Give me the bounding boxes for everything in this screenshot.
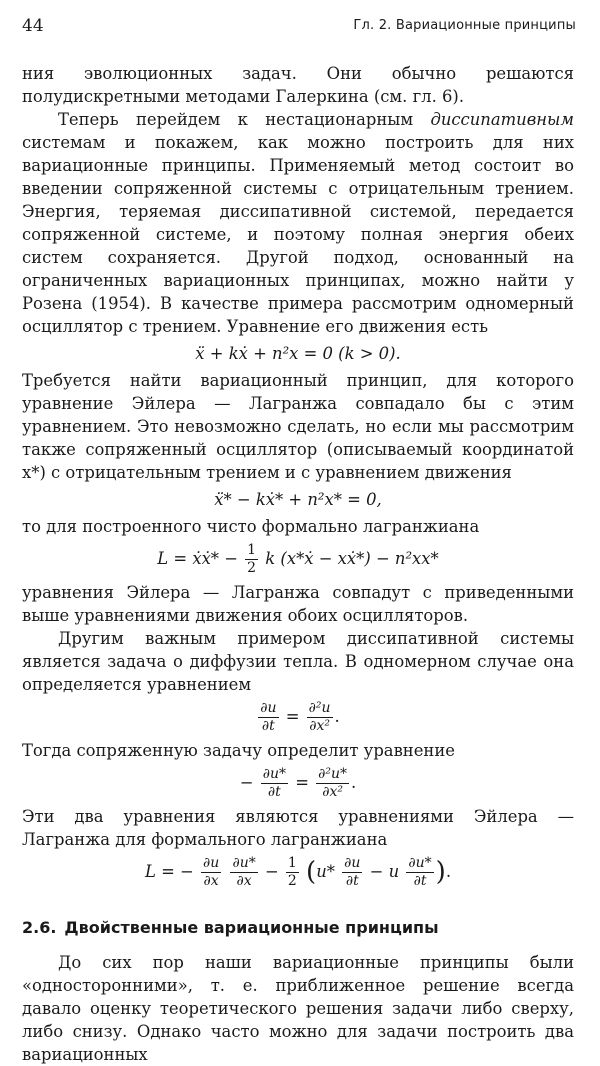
fl-frac-d	[406, 855, 433, 890]
fl-frac-c-num: ∂u	[344, 855, 361, 871]
page-header	[22, 16, 576, 44]
equation-adjoint-heat	[22, 766, 574, 801]
fl-half-num: 1	[287, 855, 297, 871]
fl-frac-c-den: ∂t	[345, 873, 359, 889]
heat-rhs-num: ∂²u	[308, 700, 331, 716]
right-paren: )	[435, 857, 446, 887]
fl-frac-d-num: ∂u*	[408, 855, 432, 871]
paragraph-5: уравнения Эйлера — Лагранжа совпадут с приведенными выше уравнениями движения обоих осцилляторов.	[22, 583, 574, 625]
paragraph-1: ния эволюционных задач. Они обычно решаются полудискретными методами Галеркина (см. гл. 6).	[22, 64, 574, 106]
fl-half-den: 2	[287, 873, 297, 889]
period: .	[334, 707, 340, 726]
page-body	[22, 62, 574, 1066]
paragraph-9: До сих пор наши вариационные принципы были «односторонними», т. е. приближенное решение всегда давало оценку теоретического решения задачи либо сверху, либо снизу. Однако часто можно для задачи построить два вариационных	[22, 953, 574, 1064]
adjheat-lhs-den: ∂t	[267, 784, 281, 800]
paragraph-3: Требуется найти вариационный принцип, для которого уравнение Эйлера — Лагранжа совпадало бы с этим уравнением. Это невозможно сделать, но если мы рассмотрим также сопряженный осциллятор (описываемый координатой x*) с отрицательным трением и с уравнением движения	[22, 371, 574, 482]
heat-lhs-den: ∂t	[261, 718, 275, 734]
period: .	[351, 773, 357, 792]
minus-sign: −	[264, 862, 284, 881]
fl-frac-b-den: ∂x	[236, 873, 252, 889]
running-head: Гл. 2. Вариационные принципы	[353, 18, 576, 33]
equation-oscillator: ẍ + kẋ + n²x = 0 (k > 0).	[195, 344, 401, 363]
period: .	[445, 862, 452, 881]
paragraph-2-emphasis: диссипативным	[430, 110, 574, 129]
adjheat-lhs-num: ∂u*	[262, 766, 286, 782]
fl-frac-a-num: ∂u	[202, 855, 220, 871]
minus-sign: −	[369, 862, 389, 881]
adjheat-rhs-den: ∂x²	[322, 784, 343, 800]
equation-lagrangian	[22, 542, 574, 577]
u-star: u*	[316, 862, 335, 881]
fl-frac-b-num: ∂u*	[232, 855, 256, 871]
adjheat-rhs-num: ∂²u*	[318, 766, 348, 782]
u-var: u	[388, 862, 400, 881]
fl-frac-b	[230, 855, 257, 890]
equals-minus: = −	[155, 862, 199, 881]
fl-frac-d-den: ∂t	[413, 873, 427, 889]
heat-lhs-num: ∂u	[260, 700, 277, 716]
heat-rhs-den: ∂x²	[309, 718, 330, 734]
fraction-half	[245, 542, 258, 577]
paragraph-4: то для построенного чисто формально лагранжиана	[22, 517, 480, 536]
fl-half	[286, 855, 299, 890]
equals-sign: =	[285, 707, 300, 726]
heat-lhs-fraction	[258, 700, 278, 735]
left-paren: (	[306, 857, 317, 887]
minus-sign: −	[239, 773, 254, 792]
equation-formal-lagrangian	[22, 855, 574, 890]
paragraph-2-start: Теперь перейдем к нестационарным	[58, 110, 431, 129]
paragraph-6: Другим важным примером диссипативной системы является задача о диффузии тепла. В одномерном случае она определяется уравнением	[22, 629, 574, 694]
lagrangian-rhs: k (x*ẋ − xẋ*) − n²xx*	[260, 549, 439, 568]
equation-adjoint-oscillator: ẍ* − kẋ* + n²x* = 0,	[214, 490, 382, 509]
paragraph-8: Эти два уравнения являются уравнениями Эйлера — Лагранжа для формального лагранжиана	[22, 807, 574, 849]
fraction-half-den: 2	[247, 560, 257, 576]
adjheat-lhs-fraction	[261, 766, 288, 801]
heat-rhs-fraction	[307, 700, 333, 735]
paragraph-2	[22, 108, 574, 338]
fl-frac-c	[342, 855, 362, 890]
page-number: 44	[22, 16, 44, 36]
section-heading	[22, 916, 574, 939]
formal-lagrangian-lhs: L	[144, 862, 156, 881]
lagrangian-lhs: L = ẋẋ* −	[157, 549, 244, 568]
fl-frac-a	[201, 855, 221, 890]
fl-frac-a-den: ∂x	[203, 873, 219, 889]
equals-sign: =	[295, 773, 309, 792]
section-title: Двойственные вариационные принципы	[64, 918, 439, 937]
paragraph-7: Тогда сопряженную задачу определит уравнение	[22, 741, 455, 760]
section-number: 2.6.	[22, 918, 57, 937]
paragraph-2-end: системам и покажем, как можно построить для них вариационные принципы. Применяемый метод состоит во введении сопряженной системы с отрицательным трением. Энергия, теряемая диссипативной системой, передается сопряженной системе, и поэтому полная энергия обеих систем сохраняется. Другой подход, основанный на ограниченных вариационных принципах, можно найти у Розена (1954). В качестве примера рассмотрим одномерный осциллятор с трением. Уравнение его движения есть	[22, 133, 574, 336]
equation-heat	[22, 700, 574, 735]
adjheat-rhs-fraction	[316, 766, 349, 801]
fraction-half-num: 1	[247, 542, 257, 558]
